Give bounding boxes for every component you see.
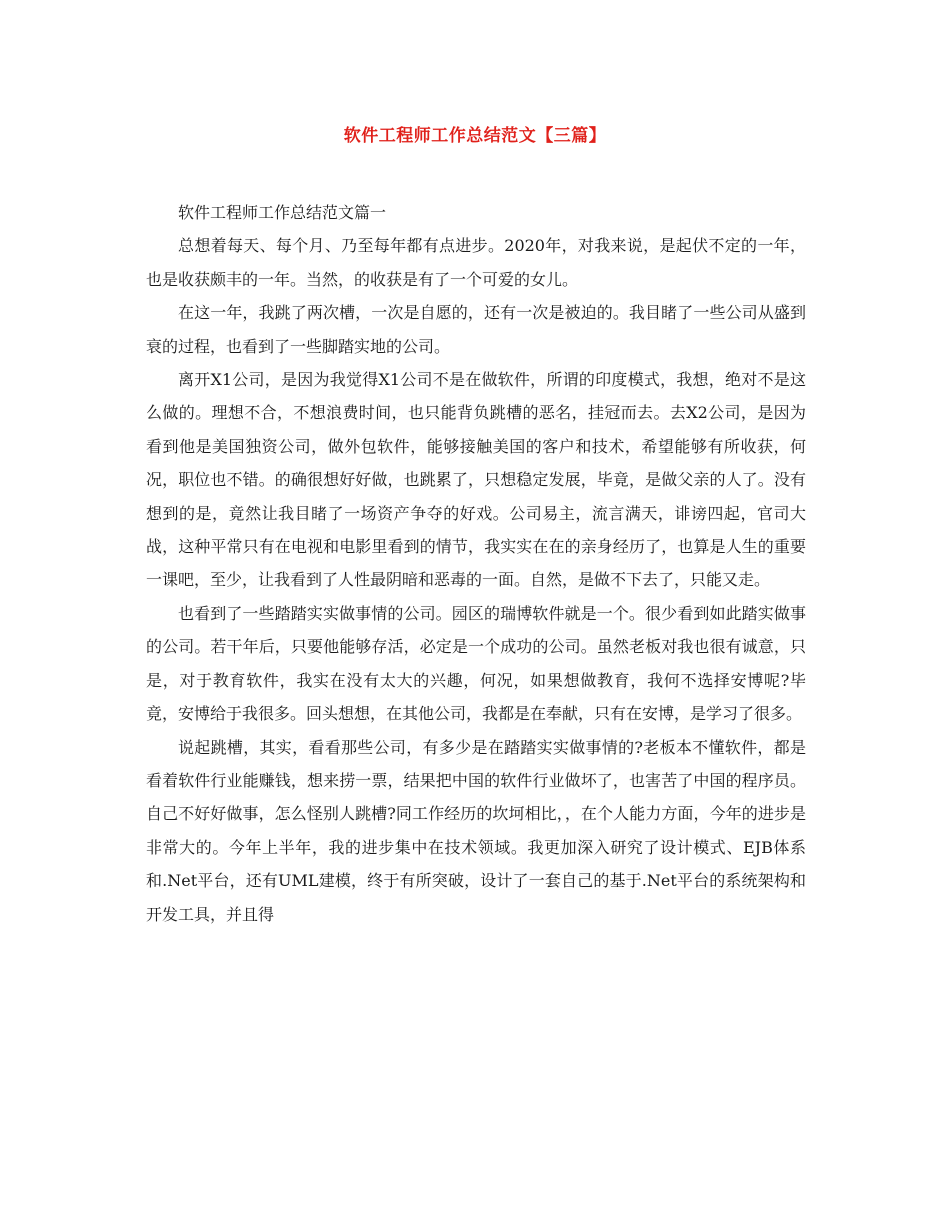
paragraph-5: 说起跳槽，其实，看看那些公司，有多少是在踏踏实实做事情的?老板本不懂软件，都是看着软件行业能赚钱，想来捞一票，结果把中国的软件行业做坏了，也害苦了中国的程序员。自己不好好做事，怎么怪别人跳槽?同工作经历的坎坷相比，，在个人能力方面，今年的进步是非常大的。今年上半年，我的进步集中在技术领域。我更加深入研究了设计模式、EJB体系和.Net平台，还有UML建模，终于有所突破，设计了一套自己的基于.Net平台的系统架构和开发工具，并且得 [146,737,806,924]
paragraph-4: 也看到了一些踏踏实实做事情的公司。园区的瑞博软件就是一个。很少看到如此踏实做事的公司。若干年后，只要他能够存活，必定是一个成功的公司。虽然老板对我也很有诚意，只是，对于教育软件，我实在没有太大的兴趣，何况，如果想做教育，我何不选择安博呢?毕竟，安博给于我很多。回头想想，在其他公司，我都是在奉献，只有在安博，是学习了很多。 [146,603,806,724]
paragraph-1: 总想着每天、每个月、乃至每年都有点进步。2020年，对我来说，是起伏不定的一年，也是收获颇丰的一年。当然，的收获是有了一个可爱的女儿。 [146,236,806,289]
document-title: 软件工程师工作总结范文【三篇】 [343,126,607,146]
paragraph-2: 在这一年，我跳了两次槽，一次是自愿的，还有一次是被迫的。我目睹了一些公司从盛到衰的过程，也看到了一些脚踏实地的公司。 [146,303,806,356]
section-heading: 软件工程师工作总结范文篇一 [178,203,387,222]
document-body [146,196,806,931]
paragraph-3: 离开X1公司，是因为我觉得X1公司不是在做软件，所谓的印度模式，我想，绝对不是这么做的。理想不合，不想浪费时间，也只能背负跳槽的恶名，挂冠而去。去X2公司，是因为看到他是美国独资公司，做外包软件，能够接触美国的客户和技术，希望能够有所收获，何况，职位也不错。的确很想好好做，也跳累了，只想稳定发展，毕竟，是做父亲的人了。没有想到的是，竟然让我目睹了一场资产争夺的好戏。公司易主，流言满天，诽谤四起，官司大战，这种平常只有在电视和电影里看到的情节，我实实在在的亲身经历了，也算是人生的重要一课吧，至少，让我看到了人性最阴暗和恶毒的一面。自然，是做不下去了，只能又走。 [146,370,806,590]
